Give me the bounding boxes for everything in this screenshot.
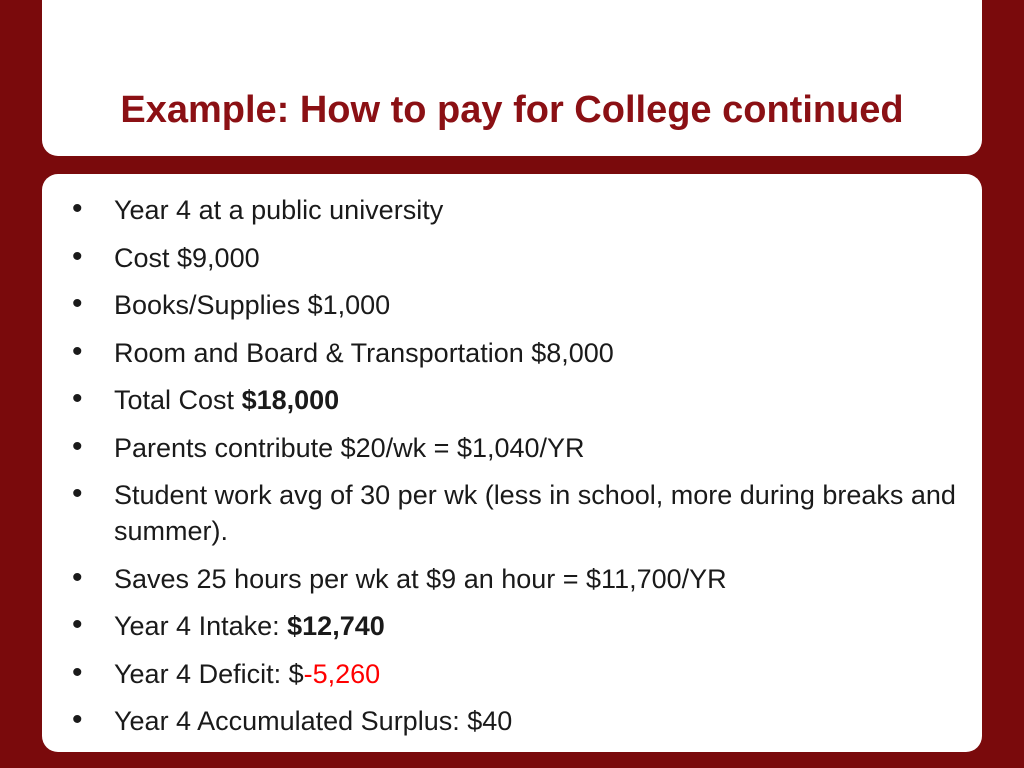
bullet-item-deficit (72, 656, 972, 692)
total-cost-value: $18,000 (241, 385, 340, 415)
slide-title: Example: How to pay for College continued (120, 89, 904, 131)
bullet-icon: • (72, 382, 83, 415)
bullet-item-total-cost (72, 382, 972, 418)
bullet-icon: • (72, 477, 83, 510)
bullet-text: Year 4 Accumulated Surplus: $40 (114, 706, 513, 736)
bullet-item-books (72, 287, 972, 323)
bullet-text: Year 4 Intake: (114, 611, 288, 641)
bullet-icon: • (72, 334, 83, 368)
bullet-item-parents (72, 430, 972, 466)
bullet-icon: • (72, 560, 83, 594)
bullet-text: Books/Supplies $1,000 (114, 290, 391, 320)
content-panel (42, 174, 982, 752)
bullet-item-room-board (72, 335, 972, 371)
bullet-icon: • (72, 192, 83, 225)
title-panel (42, 0, 982, 156)
bullet-item-student-work (72, 477, 972, 549)
bullet-item-intake (72, 608, 972, 644)
bullet-icon: • (72, 703, 83, 736)
bullet-text: Total Cost (114, 385, 242, 415)
bullet-item-cost (72, 240, 972, 276)
bullet-text: Parents contribute $20/wk = $1,040/YR (114, 432, 585, 463)
bullet-text: Saves 25 hours per wk at $9 an hour = $11,700/YR (114, 563, 727, 594)
bullet-item-year4 (72, 192, 972, 228)
bullet-icon: • (72, 287, 83, 320)
bullet-icon: • (72, 429, 83, 463)
bullet-text: Room and Board & Transportation $8,000 (114, 337, 614, 368)
bullet-text: Year 4 Deficit: $ (114, 658, 304, 689)
bullet-item-saves (72, 561, 972, 597)
bullet-text: Student work avg of 30 per wk (less in school, more during breaks and summer). (114, 480, 956, 546)
bullet-text: Year 4 at a public university (114, 195, 444, 225)
bullet-icon: • (72, 239, 83, 273)
deficit-value: -5,260 (303, 658, 381, 689)
bullet-icon: • (72, 608, 83, 641)
bullet-text: Cost $9,000 (114, 242, 260, 273)
bullet-item-surplus (72, 703, 972, 739)
bullet-list (72, 192, 972, 751)
bullet-icon: • (72, 655, 83, 689)
intake-value: $12,740 (287, 611, 385, 641)
